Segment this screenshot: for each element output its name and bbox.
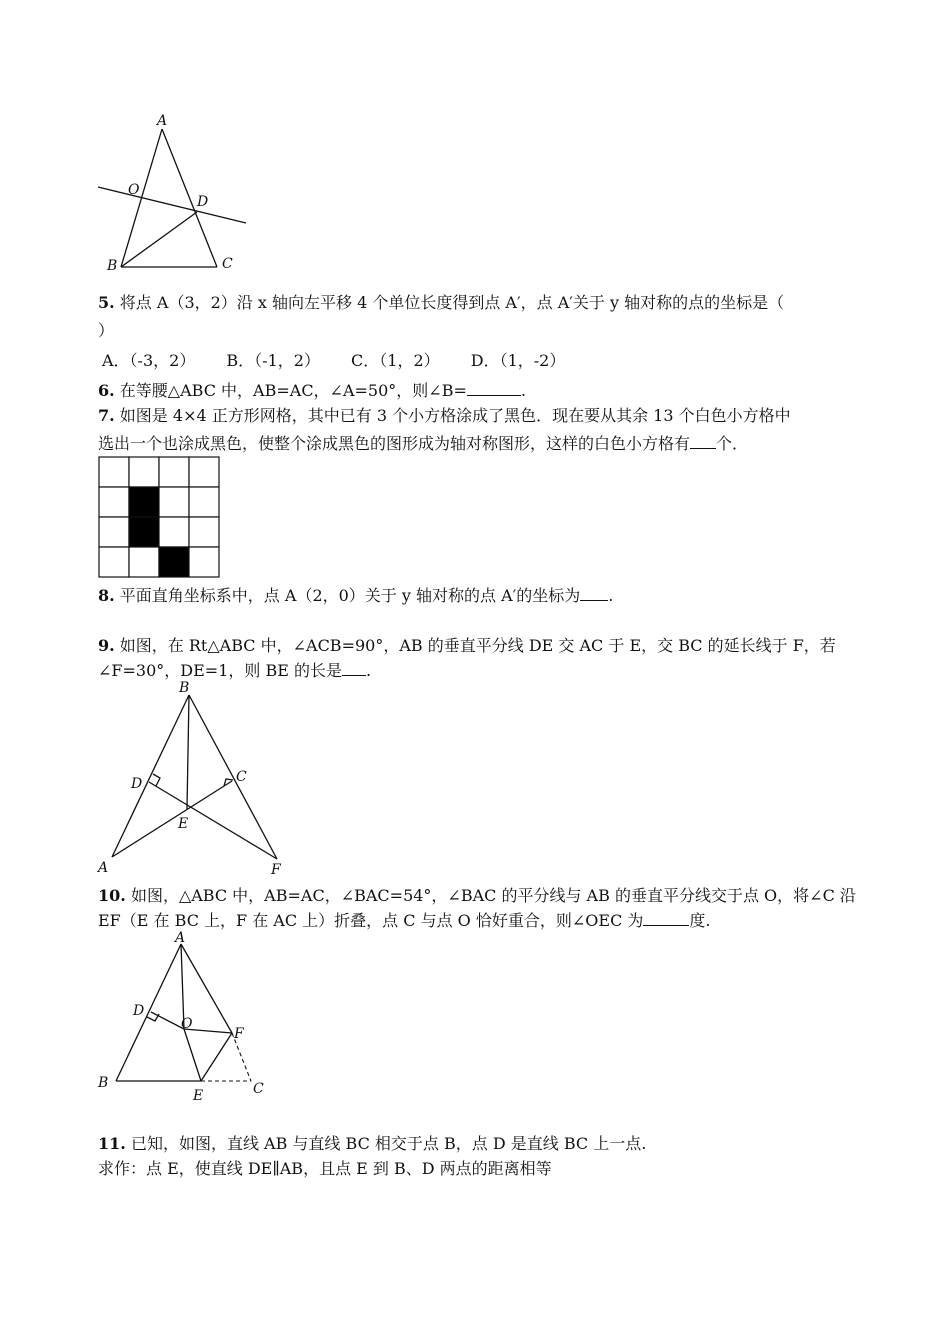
question-7: [98, 405, 791, 427]
answer-blank: [580, 586, 608, 601]
question-number: 7.: [98, 406, 115, 425]
question-number: 8.: [98, 586, 115, 605]
question-number: 5.: [98, 293, 115, 312]
question-8: [98, 585, 613, 607]
label-o: O: [128, 182, 140, 198]
figure-fold-triangle: [95, 928, 275, 1106]
segment-bd: [121, 212, 197, 267]
answer-blank: [467, 381, 521, 396]
label-d: D: [131, 776, 143, 792]
option-d: D．（1，-2）: [470, 351, 566, 370]
label-f: F: [234, 1026, 244, 1042]
label-c: C: [222, 256, 233, 272]
question-5-options: [102, 350, 565, 372]
answer-blank: [643, 911, 689, 926]
label-e: E: [193, 1088, 204, 1104]
question-text: 平面直角坐标系中，点 A（2，0）关于 y 轴对称的点 A′的坐标为: [119, 586, 581, 605]
question-text-line1: 已知，如图，直线 AB 与直线 BC 相交于点 B，点 D 是直线 BC 上一点.: [130, 1134, 647, 1153]
grid-cell-white: [159, 487, 189, 517]
question-text-line2: 选出一个也涂成黑色，使整个涂成黑色的图形成为轴对称图形，这样的白色小方格有: [98, 434, 691, 453]
label-b: B: [107, 258, 118, 274]
question-end: .: [365, 661, 372, 680]
option-c: C．（1，2）: [351, 351, 440, 370]
segment-be: [187, 695, 189, 809]
grid-cell-white: [189, 517, 219, 547]
question-text: 将点 A（3，2）沿 x 轴向左平移 4 个单位长度得到点 A′，点 A′关于 y 轴对称的点的坐标是（: [119, 293, 785, 312]
question-number: 6.: [98, 381, 115, 400]
grid-cell-black: [129, 517, 159, 547]
figure-rt-triangle: [95, 678, 295, 878]
question-end: 个．: [716, 434, 749, 453]
question-9: [98, 635, 836, 657]
grid-cell-black: [129, 487, 159, 517]
figure-triangle-od: [95, 112, 255, 277]
question-11-line2: [98, 1158, 552, 1180]
grid-cell-white: [99, 457, 129, 487]
question-7-line2: [98, 433, 748, 455]
label-d: D: [197, 194, 209, 210]
question-end: .: [608, 586, 614, 605]
question-6: [98, 380, 526, 402]
label-a: A: [175, 930, 186, 946]
grid-cell-white: [99, 547, 129, 577]
segment-oe: [184, 1029, 201, 1081]
label-e: E: [178, 816, 189, 832]
label-o: O: [181, 1016, 193, 1032]
label-b: B: [98, 1075, 109, 1091]
segment-ab: [116, 944, 181, 1081]
figure-grid-4x4: [98, 456, 220, 578]
question-end: 度.: [689, 911, 711, 930]
label-b: B: [179, 680, 190, 696]
segment-bf: [189, 695, 277, 859]
label-f: F: [271, 862, 281, 878]
right-angle-d: [153, 774, 160, 786]
answer-blank: [342, 661, 366, 676]
option-b: B．（-1，2）: [226, 351, 320, 370]
label-c: C: [236, 769, 247, 785]
grid-cell-white: [159, 457, 189, 487]
grid-cell-white: [99, 487, 129, 517]
grid-cell-white: [99, 517, 129, 547]
question-number: 10.: [98, 886, 126, 905]
segment-ac: [162, 129, 217, 267]
question-5-close: [98, 320, 114, 342]
question-10: [98, 885, 856, 907]
question-text-line2: ∠F=30°，DE=1，则 BE 的长是: [98, 661, 342, 680]
grid-cell-white: [159, 517, 189, 547]
label-a: A: [157, 113, 168, 129]
label-d: D: [133, 1003, 145, 1019]
answer-blank: [690, 434, 716, 449]
label-a: A: [98, 860, 109, 876]
question-end: .: [520, 381, 526, 400]
question-text: 在等腰△ABC 中，AB=AC，∠A=50°，则∠B=: [119, 381, 467, 400]
question-11: [98, 1133, 646, 1155]
grid-cell-white: [189, 547, 219, 577]
question-text-line1: 如图，△ABC 中，AB=AC，∠BAC=54°，∠BAC 的平分线与 AB 的垂直平分线交于点 O，将∠C 沿: [130, 886, 856, 905]
grid-cell-white: [129, 457, 159, 487]
label-c: C: [253, 1081, 264, 1097]
grid-cell-white: [129, 547, 159, 577]
question-text-line1: 如图是 4×4 正方形网格，其中已有 3 个小方格涂成了黑色．现在要从其余 13 个白色小方格中: [119, 406, 791, 425]
question-text-line2: EF（E 在 BC 上，F 在 AC 上）折叠，点 C 与点 O 恰好重合，则∠OEC 为: [98, 911, 644, 930]
question-5: [98, 292, 784, 314]
grid-cell-white: [189, 487, 219, 517]
option-a: A．（-3，2）: [102, 351, 196, 370]
question-text-line1: 如图，在 Rt△ABC 中，∠ACB=90°，AB 的垂直平分线 DE 交 AC 于 E，交 BC 的延长线于 F，若: [119, 636, 836, 655]
grid-cell-white: [189, 457, 219, 487]
question-number: 11.: [98, 1134, 126, 1153]
line-od: [98, 187, 246, 223]
question-number: 9.: [98, 636, 115, 655]
grid-cell-black: [159, 547, 189, 577]
question-text-line2: 求作：点 E，使直线 DE∥AB，且点 E 到 B、D 两点的距离相等: [98, 1159, 552, 1178]
close-paren: ）: [98, 321, 115, 340]
segment-ef: [201, 1033, 232, 1081]
